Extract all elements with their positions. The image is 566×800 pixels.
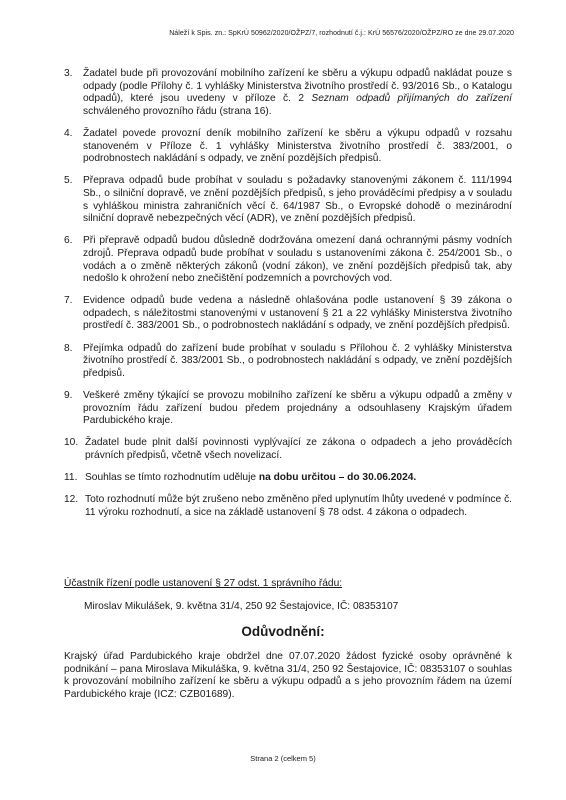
- condition-text: Evidence odpadů bude vedena a následně ohlašována podle ustanovení § 39 zákona o odpadech, s náležitostmi stanovenými v ustanovení § 21 a 22 vyhlášky Ministerstva životního prostředí č. 383/2001 Sb., o podrobnostech nakládání s odpady, ve znění pozdějších předpisů.: [83, 295, 512, 332]
- condition-item: [64, 128, 512, 166]
- condition-item: [64, 235, 512, 285]
- condition-item: [64, 295, 512, 333]
- condition-number: 5.: [64, 175, 73, 187]
- condition-text: Při přepravě odpadů budou důsledně dodržována omezení daná ochrannými pásmy vodních zdrojů. Přeprava odpadů bude probíhat v souladu s ustanoveními zákona č. 254/2001 Sb., o vodách a o změně některých zákonů (vodní zákon), ve znění pozdějších předpisů tak, aby nedošlo k ohrožení nebo znečištění podzemních a povrchových vod.: [83, 235, 512, 285]
- participant-heading: Účastník řízení podle ustanovení § 27 odst. 1 správního řádu:: [64, 578, 343, 589]
- file-reference-note: Náleží k Spis. zn.: SpKrÚ 50962/2020/OŽPZ/7, rozhodnutí č.j.: KrÚ 56576/2020/OŽPZ/RO ze dne 29.07.2020: [169, 30, 514, 37]
- condition-number: 4.: [64, 127, 73, 139]
- condition-text: Souhlas se tímto rozhodnutím uděluje: [85, 472, 259, 484]
- condition-item: [64, 437, 512, 462]
- condition-text: Přejímka odpadů do zařízení bude probíhat v souladu s Přílohou č. 2 vyhlášky Ministerstva životního prostředí č. 383/2001 Sb., o podrobnostech nakládání s odpady, ve znění pozdějších předpisů.: [83, 342, 512, 379]
- reasoning-text: Krajský úřad Pardubického kraje obdržel dne 07.07.2020 žádost fyzické osoby oprávněné k podnikání – pana Miroslava Mikuláška, 9. května 31/4, 250 92 Šestajovice, IČ: 08353107 o souhlas k provozování mobilního zařízení ke sběru a výkupu odpadů a s jeho provozním řádem na území Pardubického kraje (ICZ: CZB01689).: [64, 651, 512, 700]
- condition-text: Přeprava odpadů bude probíhat v souladu s požadavky stanovenými zákonem č. 111/1994 Sb., o silniční dopravě, ve znění pozdějších předpisů, s jeho prováděcími předpisy a v souladu s vyhláškou ministra zahraničních věcí č. 64/1987 Sb., o Evropské dohodě o mezinárodní silniční dopravě nebezpečných věcí (ADR), ve znění pozdějších předpisů.: [83, 175, 512, 225]
- condition-item: [64, 68, 512, 118]
- condition-text: Toto rozhodnutí může být zrušeno nebo změněno před uplynutím lhůty uvedené v podmínce č. 11 výroku rozhodnutí, a sice na základě ustanovení § 78 odst. 4 zákona o odpadech.: [85, 494, 512, 518]
- participant-details: Miroslav Mikulášek, 9. května 31/4, 250 92 Šestajovice, IČ: 08353107: [84, 601, 399, 612]
- condition-number: 7.: [64, 295, 73, 307]
- condition-number: 3.: [64, 68, 73, 79]
- condition-number: 6.: [64, 235, 73, 247]
- condition-text: schváleného provozního řádu (strana 16).: [83, 105, 272, 117]
- condition-number: 8.: [64, 342, 73, 354]
- condition-text: Žadatel povede provozní deník mobilního zařízení ke sběru a výkupu odpadů v rozsahu stanoveném v Příloze č. 1 vyhlášky Ministerstva životního prostředí č. 383/2001, o podrobnostech nakládání s odpady, ve znění pozdějších předpisů.: [83, 127, 512, 165]
- condition-item: [64, 175, 512, 225]
- condition-text: Veškeré změny týkající se provozu mobilního zařízení ke sběru a výkupu odpadů a změny v provozním řádu zařízení budou předem projednány a odsouhlaseny Krajským úřadem Pardubického kraje.: [83, 390, 512, 427]
- conditions-list: [64, 68, 512, 529]
- condition-text-italic: Seznam odpadů přijímaných do zařízení: [311, 93, 512, 105]
- condition-number: 11.: [64, 472, 78, 484]
- condition-item: [64, 390, 512, 428]
- condition-number: 12.: [64, 494, 79, 506]
- page-number: Strana 2 (celkem 5): [250, 754, 316, 763]
- reasoning-title: Odůvodnění:: [241, 624, 325, 639]
- validity-period: na dobu určitou – do 30.06.2024.: [258, 472, 417, 484]
- condition-item: [64, 494, 512, 519]
- condition-number: 9.: [64, 390, 73, 402]
- condition-number: 10.: [64, 437, 79, 449]
- condition-text: Žadatel bude plnit další povinnosti vyplývající ze zákona o odpadech a jeho prováděcích právních předpisů, včetně všech novelizací.: [85, 437, 512, 461]
- condition-item: [64, 343, 512, 381]
- condition-item: [64, 472, 512, 485]
- condition-text: Žadatel bude při provozování mobilního zařízení ke sběru a výkupu odpadů nakládat pouze s odpady (podle Přílohy č. 1 vyhlášky Ministerstva životního prostředí č. 93/2016 Sb., o Katalogu odpadů), které jsou uvedeny v příloze č. 2: [83, 68, 512, 105]
